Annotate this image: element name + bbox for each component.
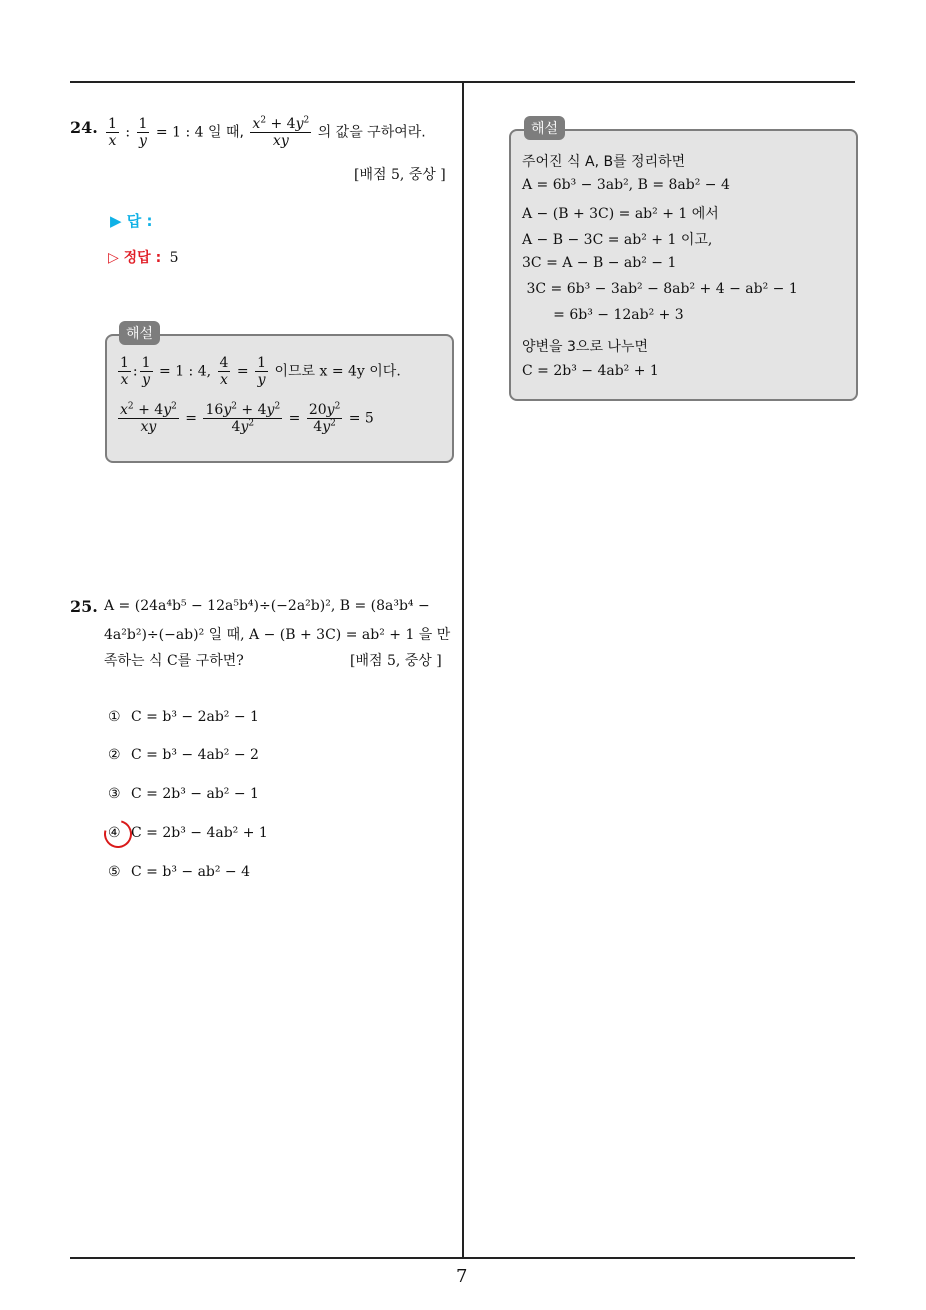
choice-text: C = 2b³ − ab² − 1 (131, 786, 259, 802)
colon: : (125, 124, 131, 141)
choice-text: C = b³ − 2ab² − 1 (131, 709, 259, 725)
target-expression: $\frac{x^2 + 4y^2}{xy}$ (252, 115, 310, 150)
explain-tail: 이므로 x = 4y 이다. (274, 363, 401, 380)
question-24-number: 24. (70, 118, 98, 137)
choice-text: C = b³ − 4ab² − 2 (131, 747, 259, 763)
text-ask: 의 값을 구하여라. (317, 124, 426, 141)
question-25-number: 25. (70, 597, 98, 616)
right-explain-line-9: C = 2b³ − 4ab² + 1 (522, 363, 659, 379)
explanation-line-2: $\frac{x^2 + 4y^2}{xy}$ = $\frac{16y^2 + 4y^2}{4y^2}$ = $\frac{20y^2}{4y^2}$ = 5 (120, 401, 374, 436)
question-24-explanation-box (105, 334, 454, 463)
right-explain-line-8: 양변을 3으로 나누면 (522, 339, 648, 355)
right-explain-line-5: 3C = A − B − ab² − 1 (522, 255, 677, 271)
fraction-a: $\frac{x^2 + 4y^2}{xy}$ (120, 401, 177, 436)
question-25-line-2: 4a²b²)÷(−ab)² 일 때, A − (B + 3C) = ab² + 1 을 만 (104, 627, 451, 643)
right-explain-line-7: = 6b³ − 12ab² + 3 (522, 307, 684, 323)
right-explain-line-2: A = 6b³ − 3ab², B = 8ab² − 4 (522, 177, 730, 193)
choice-2[interactable] (108, 747, 259, 763)
right-explain-line-4: A − B − 3C = ab² + 1 이고, (522, 232, 713, 248)
question-25-line-3: 족하는 식 C를 구하면? (104, 653, 244, 669)
right-explain-line-3: A − (B + 3C) = ab² + 1 에서 (522, 206, 719, 222)
ratio-rhs: = 1 : 4 (155, 124, 204, 141)
choice-5[interactable] (108, 864, 250, 880)
explanation-tag: 해설 (119, 321, 160, 345)
fraction-4-over-x: $\frac{4}{x}$ (219, 355, 229, 389)
correct-answer-row (108, 247, 179, 267)
fraction-c: $\frac{20y^2}{4y^2}$ (308, 401, 341, 436)
fraction-b: $\frac{16y^2 + 4y^2}{4y^2}$ (205, 401, 281, 436)
explain-mid: = 1 : 4, (159, 363, 212, 380)
choice-3[interactable] (108, 786, 259, 802)
choice-text: C = 2b³ − 4ab² + 1 (131, 825, 268, 841)
choice-mark: ⑤ (108, 864, 121, 880)
fraction-1-over-y: $\frac{1}{y}$ (138, 116, 148, 150)
question-25-line-1: A = (24a⁴b⁵ − 12a⁵b⁴)÷(−2a²b)², B = (8a³b⁴ − (104, 598, 430, 614)
right-explain-line-6: 3C = 6b³ − 3ab² − 8ab² + 4 − ab² − 1 (522, 281, 798, 297)
question-25-meta: [배점 5, 중상 ] (350, 653, 442, 669)
fraction-1-over-y-2: $\frac{1}{y}$ (257, 355, 267, 389)
page-number: 7 (456, 1266, 468, 1287)
explain-result: = 5 (348, 410, 374, 427)
fraction-1-over-y: $\frac{1}{y}$ (141, 355, 151, 389)
choice-1[interactable] (108, 709, 259, 725)
choice-mark: ③ (108, 786, 121, 802)
bottom-rule (70, 1257, 855, 1259)
answer-label: ▶ 답 : (110, 212, 153, 230)
right-explain-line-1: 주어진 식 A, B를 정리하면 (522, 154, 686, 170)
correct-answer-label: ▷ 정답 : (108, 250, 162, 266)
fraction-1-over-x: $\frac{1}{x}$ (108, 116, 117, 150)
column-divider (462, 83, 464, 1258)
correct-answer-value: 5 (169, 250, 179, 266)
choice-mark: ② (108, 747, 121, 763)
choice-mark: ① (108, 709, 121, 725)
choice-text: C = b³ − ab² − 4 (131, 864, 251, 880)
choice-mark: ④ (108, 825, 121, 841)
text-when: 일 때, (208, 124, 244, 141)
question-24-statement (104, 116, 426, 149)
explanation-line-1: $\frac{1}{x}$ : $\frac{1}{y}$ = 1 : 4, $\frac{4}{x}$ = $\frac{1}{y}$ 이므로 x = 4y 이다. (120, 355, 401, 389)
explanation-tag: 해설 (524, 116, 565, 140)
question-24-meta: [배점 5, 중상 ] (354, 167, 446, 183)
choice-4[interactable] (108, 825, 268, 841)
fraction-1-over-x: $\frac{1}{x}$ (120, 355, 129, 389)
